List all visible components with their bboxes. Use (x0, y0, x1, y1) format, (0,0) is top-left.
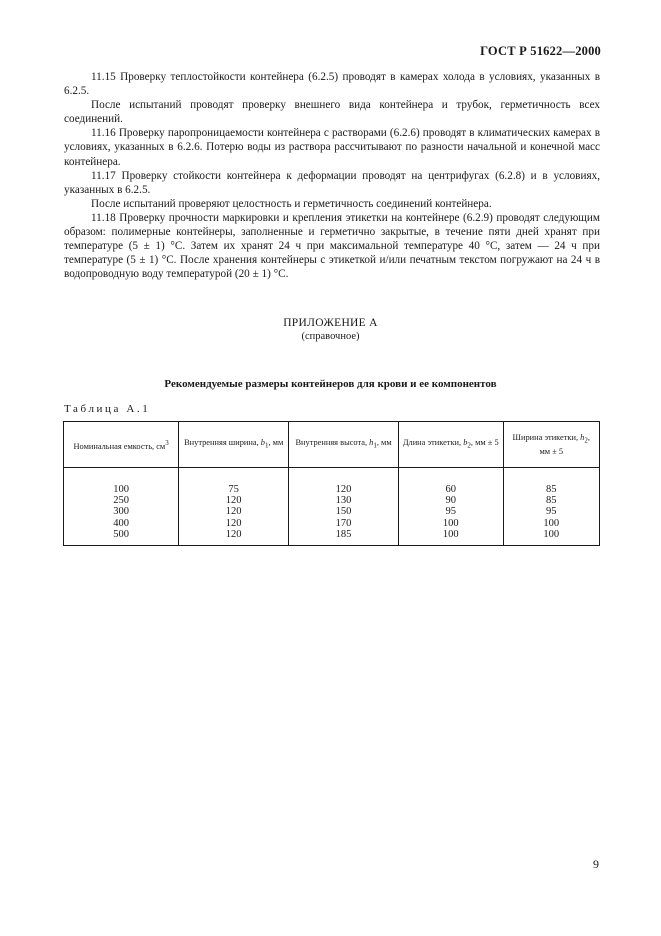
header-label-width: Ширина этикетки, $h_2$, мм ± 5 (503, 422, 600, 468)
header-inner-width: Внутренняя ширина, $b_1$, мм (179, 422, 289, 468)
header-inner-height: Внутренняя высота, $h_1$, мм (289, 422, 399, 468)
table-cell: 90 (445, 495, 456, 507)
paragraph-11-17: 11.17 Проверку стойкости контейнера к деформации проводят на центрифугах (6.2.8) и в условиях, указанных в 6.2.5. (64, 169, 600, 196)
table-header-row (64, 422, 600, 468)
column-label-width (503, 468, 600, 546)
header-label-length: Длина этикетки, $b_2$, мм ± 5 (398, 422, 503, 468)
table-cell: 120 (225, 517, 242, 529)
table-label: Таблица А.1 (64, 403, 151, 415)
table-cell: 85 (546, 484, 557, 495)
table-cell: 85 (546, 495, 557, 507)
table-cell: 100 (442, 528, 459, 540)
appendix-title: ПРИЛОЖЕНИЕ А (283, 317, 378, 329)
paragraph-after-11-17: После испытаний проверяют целостность и герметичность соединений контейнера. (91, 197, 492, 210)
table-cell: 120 (225, 506, 242, 518)
table-cell: 300 (113, 506, 129, 518)
column-inner-height (289, 468, 399, 546)
table-cell: 150 (335, 506, 352, 518)
appendix-subtitle: (справочное) (301, 331, 360, 342)
table-cell: 100 (113, 484, 129, 495)
table-cell: 100 (543, 517, 560, 529)
table-row (64, 468, 600, 546)
paragraph-after-11-15: После испытаний проводят проверку внешнего вида контейнера и трубок, герметичность всех соединений. (64, 99, 600, 126)
table-cell: 120 (225, 495, 242, 507)
table-cell: 60 (445, 484, 456, 495)
column-label-length (398, 468, 503, 546)
table-cell: 185 (335, 528, 352, 540)
table-cell: 120 (225, 528, 242, 540)
paragraph-11-15: 11.15 Проверку теплостойкости контейнера (6.2.5) проводят в камерах холода в условиях, указанных в 6.2.5. (64, 71, 600, 98)
table-cell: 95 (546, 506, 557, 518)
page-number: 9 (593, 857, 599, 871)
paragraph-11-18: 11.18 Проверку прочности маркировки и крепления этикетки на контейнере (6.2.9) проводят следующим образом: полимерные контейнеры, заполненные и герметично закрытые, в течение пяти дней хранят при температуре (5 ± 1) °С. Затем их хранят 24 ч при максимальной температуре 40 °С, затем — 24 ч при температуре (5 ± 1) °С. После хранения контейнеры с этикеткой и/или печатным текстом погружают на 24 ч в водопроводную воду температурой (20 ± 1) °С. (64, 211, 600, 281)
table-cell: 130 (335, 495, 352, 507)
column-nominal-capacity (64, 468, 179, 546)
table-cell: 100 (543, 528, 560, 540)
header-nominal-capacity: Номинальная емкость, $см^3$ (64, 422, 179, 468)
table-cell: 75 (228, 484, 239, 495)
table-cell: 95 (445, 506, 456, 518)
table-cell: 250 (113, 495, 129, 507)
column-inner-width (179, 468, 289, 546)
table-cell: 400 (113, 517, 129, 529)
table-cell: 120 (335, 484, 352, 495)
container-sizes-table (63, 421, 600, 546)
table-heading: Рекомендуемые размеры контейнеров для крови и ее компонентов (164, 378, 497, 390)
table-cell: 170 (335, 517, 352, 529)
table-cell: 100 (442, 517, 459, 529)
document-code: ГОСТ Р 51622—2000 (480, 44, 601, 58)
table-cell: 500 (113, 528, 129, 540)
paragraph-11-16: 11.16 Проверку паропроницаемости контейнера с растворами (6.2.6) проводят в климатических камерах в условиях, указанных в 6.2.6. Потерю воды из раствора рассчитывают по разности начальной и конечной масс контейнера. (64, 127, 600, 168)
body-text (64, 70, 600, 281)
